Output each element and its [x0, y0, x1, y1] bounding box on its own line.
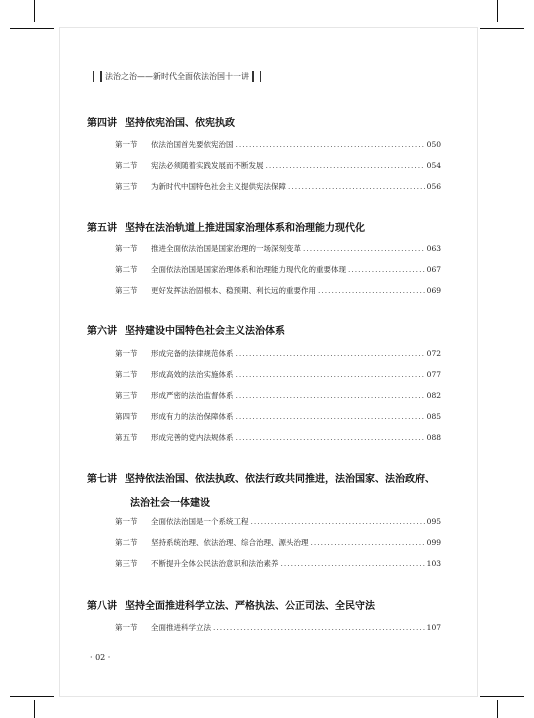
- chapter-number: 第六讲: [87, 326, 117, 337]
- running-head-rule-right-thick: [252, 71, 254, 82]
- crop-mark-bottom-left-h: [10, 696, 54, 697]
- section-number: 第五节: [115, 433, 138, 442]
- page-number: 085: [426, 412, 441, 421]
- crop-mark-top-right-v: [497, 0, 498, 22]
- running-head-rule-left-thick: [100, 71, 102, 82]
- chapter-number: 第五讲: [87, 223, 117, 234]
- section-title: 坚持系统治理、依法治理、综合治理、源头治理: [151, 538, 309, 547]
- leader-dots: [236, 391, 425, 400]
- chapter-title: 坚持在法治轨道上推进国家治理体系和治理能力现代化: [125, 223, 365, 234]
- section-number: 第三节: [115, 182, 138, 191]
- toc-entry[interactable]: [115, 369, 441, 380]
- section-number: 第二节: [115, 538, 138, 547]
- section-number: 第一节: [115, 140, 138, 149]
- toc-entry[interactable]: [115, 160, 441, 171]
- section-number: 第一节: [115, 517, 138, 526]
- page-number: 107: [426, 623, 441, 632]
- crop-mark-bottom-left-v: [34, 700, 35, 718]
- section-number: 第三节: [115, 286, 138, 295]
- crop-mark-top-left-h: [10, 28, 54, 29]
- section-title: 形成完备的法律规范体系: [151, 349, 234, 358]
- leader-dots: [236, 412, 425, 421]
- chapter-title: 坚持依法治国、依法执政、依法行政共同推进，法治国家、法治政府、: [125, 474, 435, 485]
- leader-dots: [303, 244, 425, 253]
- chapter-title-continued: 法治社会一体建设: [130, 498, 210, 509]
- section-title: 全面推进科学立法: [151, 623, 211, 632]
- toc-entry[interactable]: [115, 390, 441, 401]
- chapter-number: 第四讲: [87, 118, 117, 129]
- chapter-heading[interactable]: [87, 114, 235, 129]
- leader-dots: [236, 370, 425, 379]
- leader-dots: [236, 433, 425, 442]
- section-title: 宪法必须随着实践发展而不断发展: [151, 161, 264, 170]
- toc-entry[interactable]: [115, 264, 441, 275]
- chapter-heading[interactable]: [87, 470, 435, 509]
- chapter-title: 坚持全面推进科学立法、严格执法、公正司法、全民守法: [125, 601, 375, 612]
- leader-dots: [288, 182, 425, 191]
- leader-dots: [213, 623, 425, 632]
- chapter-heading[interactable]: [87, 322, 285, 337]
- section-title: 形成完善的党内法规体系: [151, 433, 234, 442]
- page-number: 069: [426, 286, 441, 295]
- page-number: 103: [426, 559, 441, 568]
- crop-mark-bottom-right-h: [480, 696, 524, 697]
- section-title: 推进全面依法治国是国家治理的一场深刻变革: [151, 244, 301, 253]
- toc-entry[interactable]: [115, 558, 441, 569]
- page-number: 095: [426, 517, 441, 526]
- section-number: 第二节: [115, 265, 138, 274]
- section-title: 形成严密的法治监督体系: [151, 391, 234, 400]
- section-number: 第二节: [115, 370, 138, 379]
- leader-dots: [236, 349, 425, 358]
- crop-mark-top-right-h: [480, 28, 524, 29]
- section-title: 全面依法治国是国家治理体系和治理能力现代化的重要体现: [151, 265, 346, 274]
- section-number: 第一节: [115, 623, 138, 632]
- section-number: 第二节: [115, 161, 138, 170]
- section-number: 第三节: [115, 391, 138, 400]
- page-number: 050: [426, 140, 441, 149]
- leader-dots: [266, 161, 425, 170]
- chapter-number: 第七讲: [87, 474, 117, 485]
- section-title: 不断提升全体公民法治意识和法治素养: [151, 559, 279, 568]
- crop-mark-bottom-right-v: [497, 700, 498, 718]
- leader-dots: [318, 286, 425, 295]
- toc-entry[interactable]: [115, 411, 441, 422]
- section-number: 第三节: [115, 559, 138, 568]
- section-title: 形成高效的法治实施体系: [151, 370, 234, 379]
- toc-entry[interactable]: [115, 516, 441, 527]
- section-title: 依法治国首先要依宪治国: [151, 140, 234, 149]
- running-head-rule-left: [93, 71, 94, 82]
- toc-entry[interactable]: [115, 348, 441, 359]
- page-number: 063: [426, 244, 441, 253]
- toc-entry[interactable]: [115, 432, 441, 443]
- chapter-title: 坚持建设中国特色社会主义法治体系: [125, 326, 285, 337]
- toc-entry[interactable]: [115, 243, 441, 254]
- page-number: 056: [426, 182, 441, 191]
- page-number: 067: [426, 265, 441, 274]
- leader-dots: [251, 517, 425, 526]
- leader-dots: [281, 559, 425, 568]
- leader-dots: [311, 538, 425, 547]
- page-number: 082: [426, 391, 441, 400]
- section-title: 为新时代中国特色社会主义提供宪法保障: [151, 182, 286, 191]
- page-number: 088: [426, 433, 441, 442]
- folio-page-number: · 02 ·: [90, 653, 111, 662]
- chapter-title: 坚持依宪治国、依宪执政: [125, 118, 235, 129]
- crop-mark-top-left-v: [34, 0, 35, 22]
- page-number: 054: [426, 161, 441, 170]
- leader-dots: [348, 265, 425, 274]
- section-title: 形成有力的法治保障体系: [151, 412, 234, 421]
- section-number: 第四节: [115, 412, 138, 421]
- toc-entry[interactable]: [115, 622, 441, 633]
- toc-entry[interactable]: [115, 181, 441, 192]
- chapter-number: 第八讲: [87, 601, 117, 612]
- page-number: 099: [426, 538, 441, 547]
- leader-dots: [236, 140, 425, 149]
- toc-entry[interactable]: [115, 537, 441, 548]
- section-number: 第一节: [115, 349, 138, 358]
- toc-entry[interactable]: [115, 285, 441, 296]
- running-head-rule-right: [260, 71, 261, 82]
- running-head: [90, 68, 264, 84]
- section-title: 更好发挥法治固根本、稳预期、利长远的重要作用: [151, 286, 316, 295]
- page-number: 077: [426, 370, 441, 379]
- chapter-heading[interactable]: [87, 219, 365, 234]
- section-title: 全面依法治国是一个系统工程: [151, 517, 249, 526]
- chapter-heading[interactable]: [87, 597, 375, 612]
- running-head-text: 法治之治——新时代全面依法治国十一讲: [105, 71, 249, 81]
- page-number: 072: [426, 349, 441, 358]
- toc-entry[interactable]: [115, 139, 441, 150]
- section-number: 第一节: [115, 244, 138, 253]
